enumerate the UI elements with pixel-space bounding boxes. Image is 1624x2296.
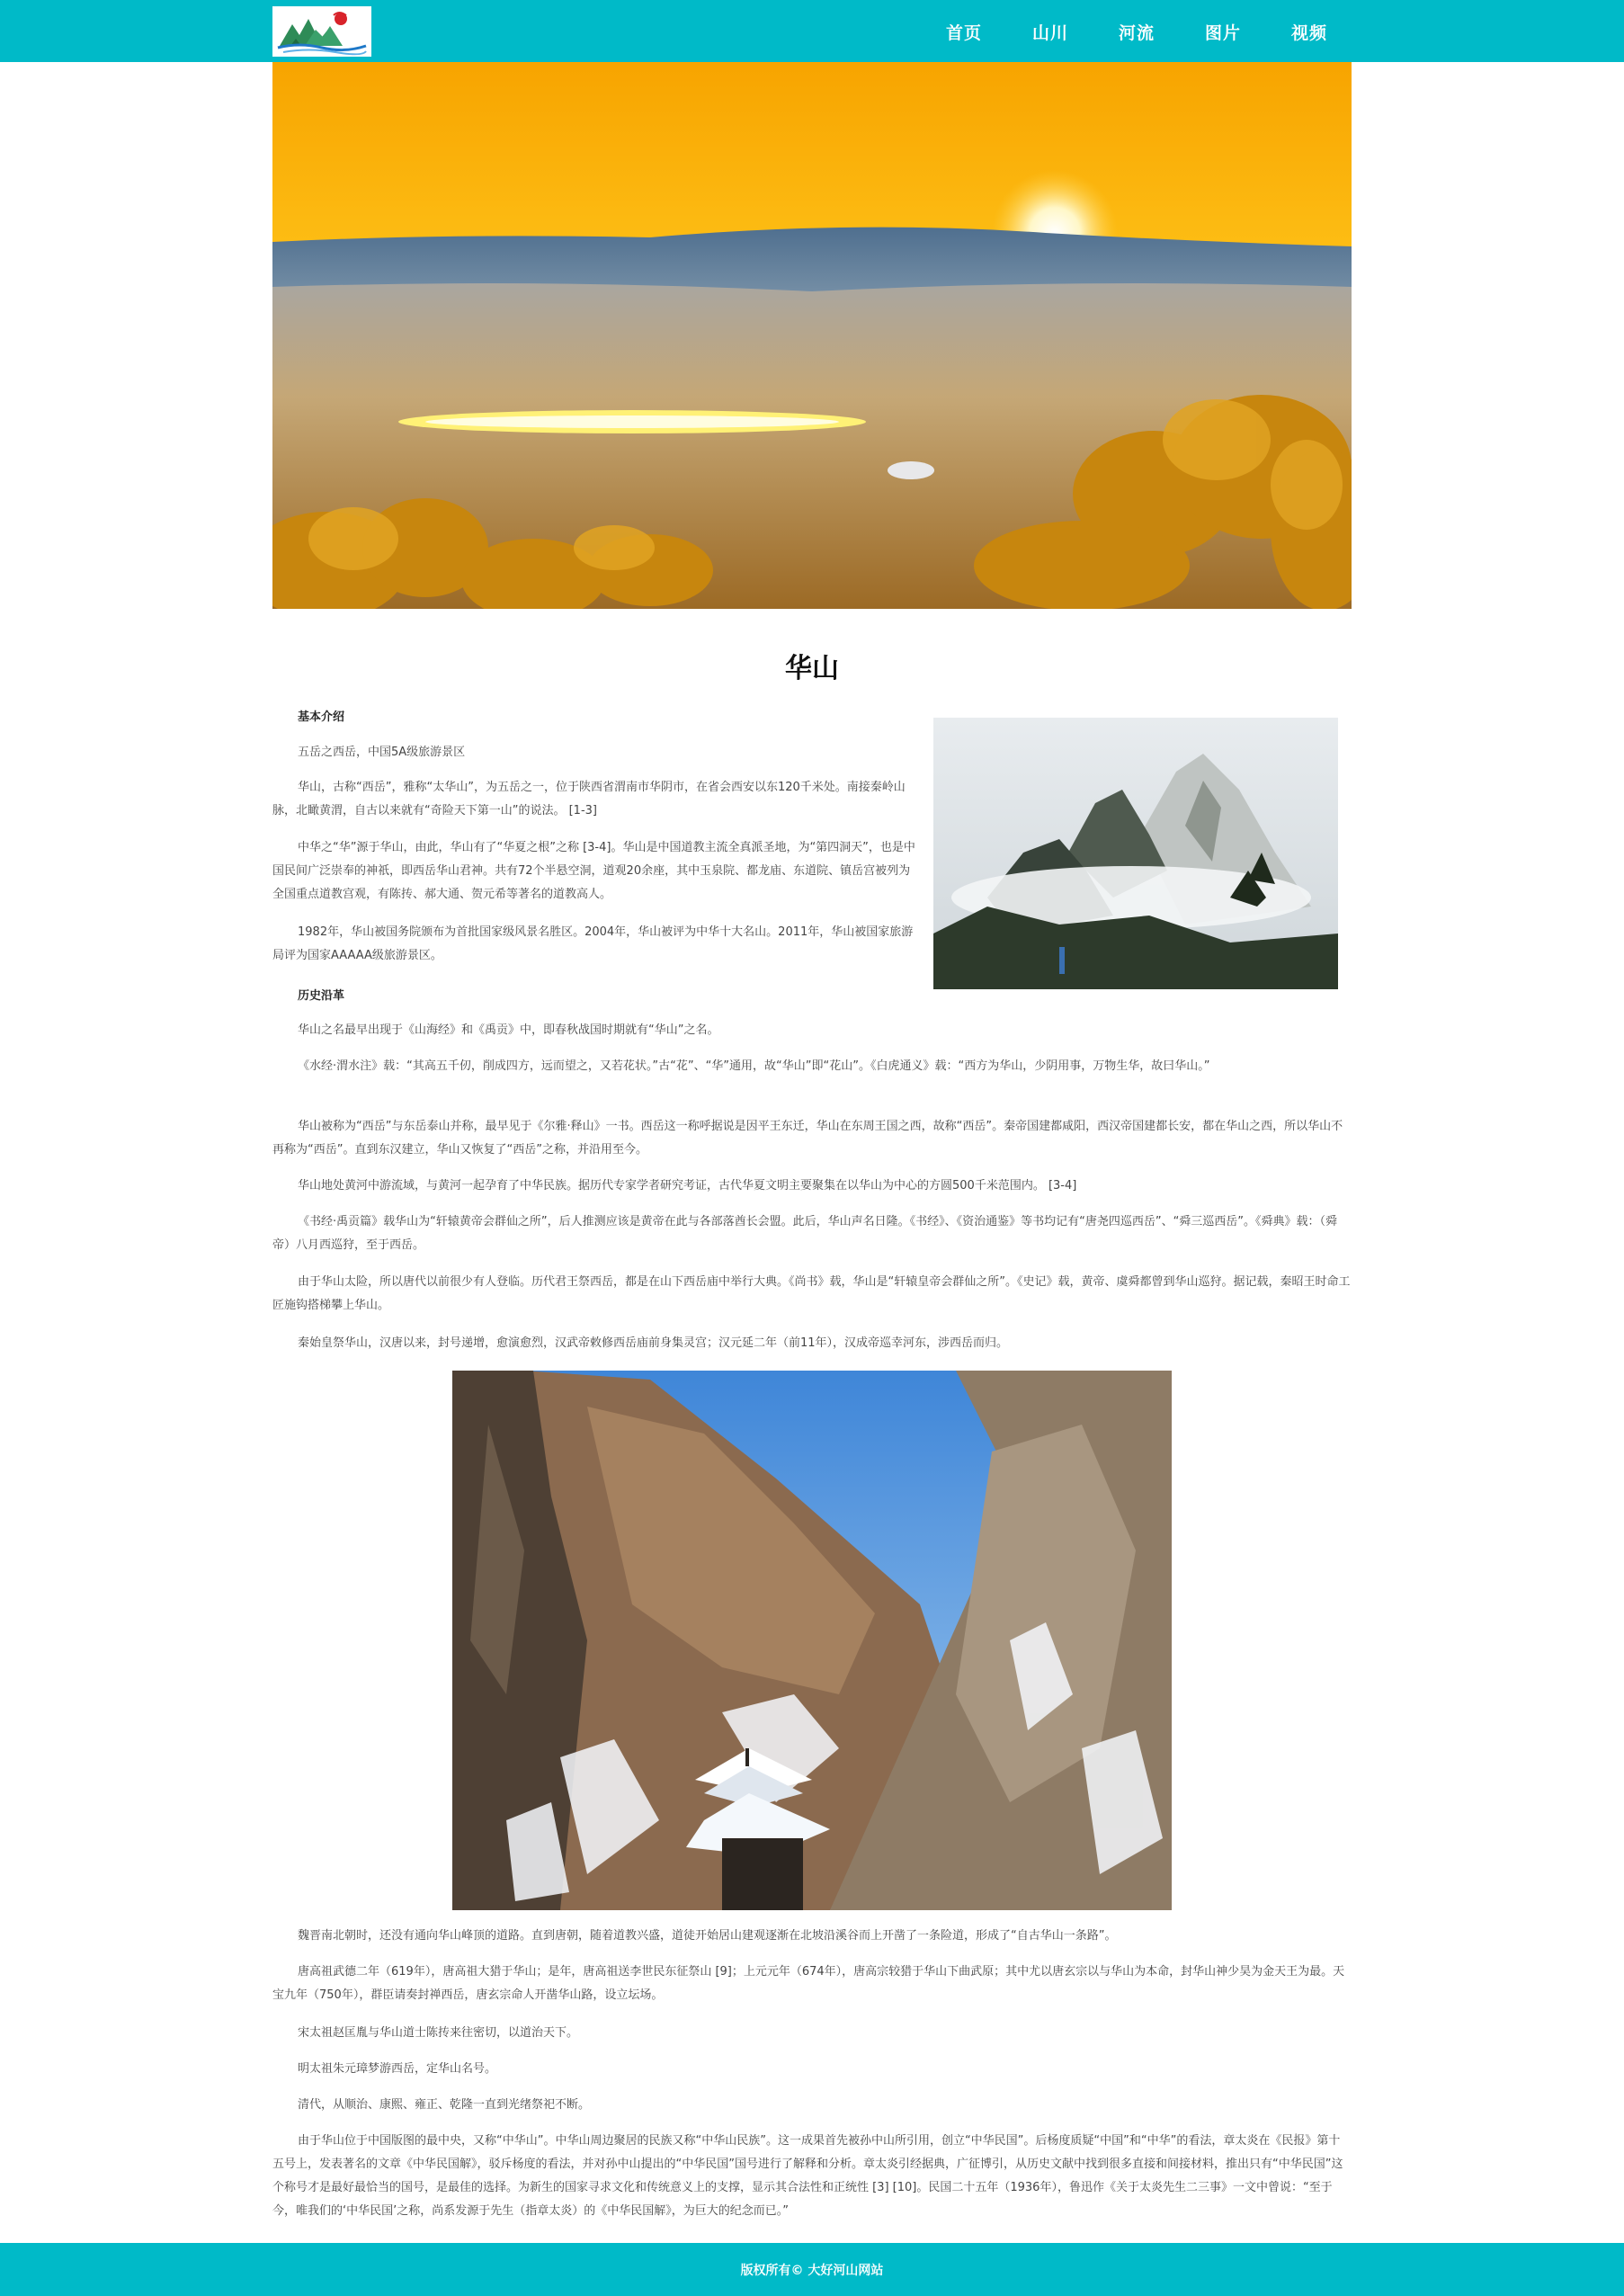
nav-mountains[interactable]: 山川: [1032, 23, 1069, 43]
history-paragraph: 明太祖朱元璋梦游西岳，定华山名号。: [298, 2062, 497, 2076]
history-paragraph: 宋太祖赵匡胤与华山道士陈抟来往密切，以道治天下。: [298, 2026, 579, 2040]
section-heading-history: 历史沿革: [298, 989, 345, 1003]
history-paragraph: 《水经·渭水注》载：“其高五千仞，削成四方，远而望之，又若花状。”古“花”、“华”通用，故“华山”即“花山”。《白虎通义》载：“西方为华山，少阴用事，万物生华，故曰华山。”: [298, 1059, 1210, 1073]
intro-paragraph: 华山，古称“西岳”，雅称“太华山”，为五岳之一，位于陕西省渭南市华阴市，在省会西安以东120千米处。南接秦岭山脉，北瞰黄渭，自古以来就有“奇险天下第一山”的说法。 [1-3]: [272, 781, 906, 817]
nav-rivers[interactable]: 河流: [1119, 23, 1156, 43]
article-title: 华山: [785, 653, 839, 684]
nav-videos[interactable]: 视频: [1291, 23, 1328, 43]
intro-paragraph: 中华之“华”源于华山，由此，华山有了“华夏之根”之称 [3-4]。华山是中国道教主流全真派圣地，为“第四洞天”，也是中国民间广泛崇奉的神祇，即西岳华山君神。共有72个半悬空洞，道观20余座，其中玉泉院、都龙庙、东道院、镇岳宫被列为全国重点道教宫观，有陈抟、郝大通、贺元希等著名的道教高人。: [272, 841, 915, 901]
history-paragraph: 由于华山位于中国版图的最中央，又称“中华山”。中华山周边聚居的民族又称“中华山民族”。这一成果首先被孙中山所引用，创立“中华民国”。后杨度质疑“中国”和“中华”的看法，章太炎在《民报》第十五号上，发表著名的文章《中华民国解》，驳斥杨度的看法，并对孙中山提出的“中华民国”国号进行了解释和分析。章太炎引经据典，广征博引，从历史文献中找到很多直接和间接材料，推出只有“中华民国”这个称号才是最好最恰当的国号，是最佳的选择。为新生的国家寻求文化和传统意义上的支撑，显示其合法性和正统性 [3] [10]。民国二十五年（1936年），鲁迅作《关于太炎先生二三事》一文中曾说：“至于今，唯我们的‘中华民国’之称，尚系发源于先生（指章太炎）的《中华民国解》，为巨大的纪念而已。”: [272, 2134, 1343, 2218]
history-paragraph: 清代，从顺治、康熙、雍正、乾隆一直到光绪祭祀不断。: [298, 2098, 591, 2112]
nav-home[interactable]: 首页: [946, 23, 983, 43]
history-paragraph: 华山被称为“西岳”与东岳泰山并称，最早见于《尔雅·释山》一书。西岳这一称呼据说是因平王东迁，华山在东周王国之西，故称“西岳”。秦帝国建都咸阳，西汉帝国建都长安，都在华山之西，所以华山不再称为“西岳”。直到东汉建立，华山又恢复了“西岳”之称，并沿用至今。: [272, 1120, 1343, 1157]
banner-image: [272, 62, 1352, 609]
footer: [0, 2243, 1624, 2296]
snowy-canyon-pavilion-photo: [452, 1371, 1172, 1910]
top-navigation-bar: [0, 0, 1624, 62]
history-paragraph: 唐高祖武德二年（619年），唐高祖大猎于华山；是年，唐高祖送李世民东征祭山 [9]；上元元年（674年），唐高宗较猎于华山下曲武原；其中尤以唐玄宗以与华山为本命，封华山神少昊为金天王为最。天宝九年（750年），群臣请奏封禅西岳，唐玄宗命人开凿华山路，设立坛场。: [272, 1965, 1345, 2002]
intro-paragraph: 五岳之西岳，中国5A级旅游景区: [298, 746, 466, 759]
history-paragraph: 由于华山太险，所以唐代以前很少有人登临。历代君王祭西岳，都是在山下西岳庙中举行大典。《尚书》载，华山是“轩辕皇帝会群仙之所”。《史记》载，黄帝、虞舜都曾到华山巡狩。据记载，秦昭王时命工匠施钩搭梯攀上华山。: [272, 1275, 1351, 1312]
history-paragraph: 魏晋南北朝时，还没有通向华山峰顶的道路。直到唐朝，随着道教兴盛，道徒开始居山建观逐渐在北坡沿溪谷而上开凿了一条险道，形成了“自古华山一条路”。: [298, 1929, 1117, 1943]
section-heading-intro: 基本介绍: [298, 710, 345, 724]
history-paragraph: 秦始皇祭华山，汉唐以来，封号递增，愈演愈烈，汉武帝敕修西岳庙前身集灵宫；汉元延二年（前11年），汉成帝巡幸河东，涉西岳而归。: [298, 1336, 1009, 1350]
intro-paragraph: 1982年，华山被国务院颁布为首批国家级风景名胜区。2004年，华山被评为中华十大名山。2011年，华山被国家旅游局评为国家AAAAA级旅游景区。: [272, 925, 914, 962]
mountain-logo-icon[interactable]: [272, 6, 371, 57]
history-paragraph: 华山之名最早出现于《山海经》和《禹贡》中，即春秋战国时期就有“华山”之名。: [298, 1023, 719, 1037]
history-paragraph: 华山地处黄河中游流域，与黄河一起孕育了中华民族。据历代专家学者研究考证，古代华夏文明主要聚集在以华山为中心的方圆500千米范围内。 [3-4]: [298, 1179, 1077, 1193]
copyright-text: 版权所有© 大好河山网站: [740, 2264, 884, 2278]
nav-pictures[interactable]: 图片: [1205, 23, 1242, 43]
huashan-peak-clouds-photo: [933, 718, 1338, 989]
history-paragraph: 《书经·禹贡篇》载华山为“轩辕黄帝会群仙之所”，后人推测应该是黄帝在此与各部落酋长会盟。此后，华山声名日隆。《书经》、《资治通鉴》等书均记有“唐尧四巡西岳”、“舜三巡西岳”。《舜典》载：（舜帝）八月西巡狩，至于西岳。: [272, 1215, 1338, 1252]
